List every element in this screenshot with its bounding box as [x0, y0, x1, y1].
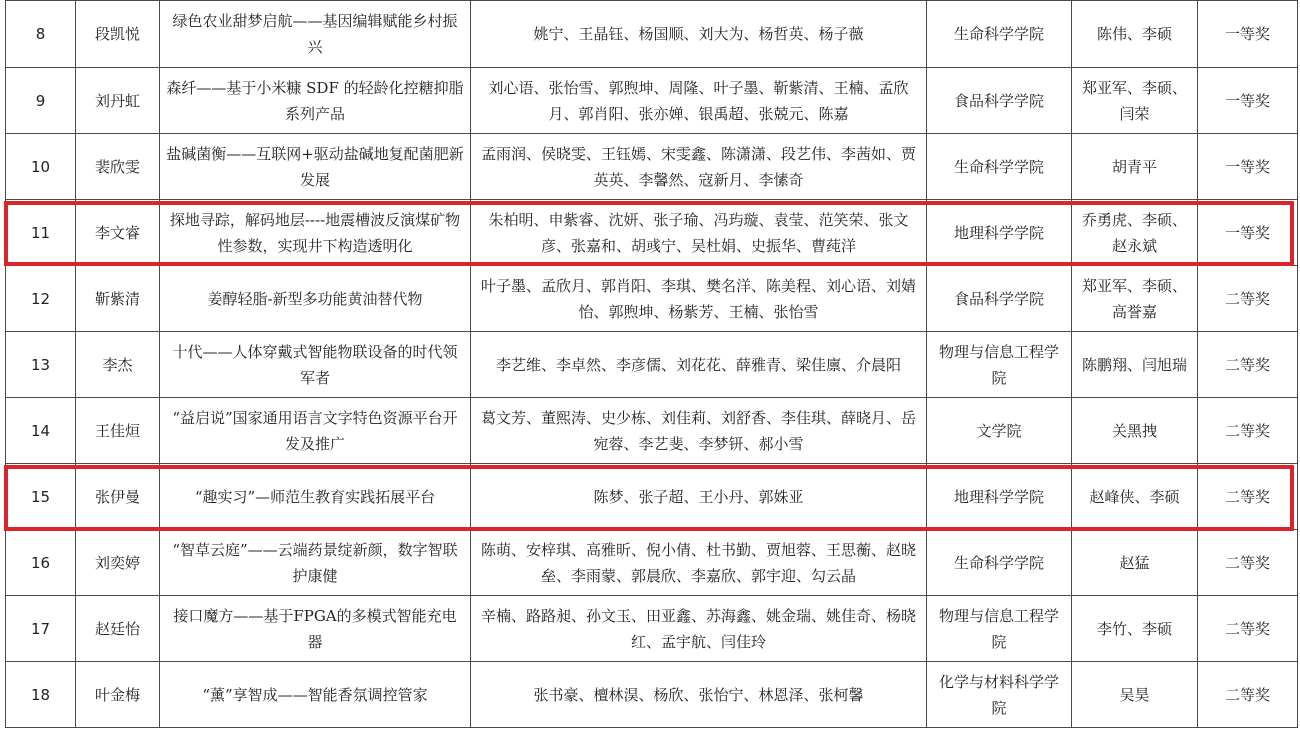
table-row	[6, 200, 1298, 266]
table-row	[6, 662, 1298, 728]
advisors-cell: 胡青平	[1072, 134, 1198, 200]
table-row	[6, 68, 1298, 134]
project-name-cell: 姜醇轻脂-新型多功能黄油替代物	[160, 266, 471, 332]
row-number-cell: 17	[6, 596, 76, 662]
team-members-cell: 张书豪、檀林淏、杨欣、张怡宁、林恩泽、张柯馨	[471, 662, 927, 728]
project-name-cell: “趣实习”—师范生教育实践拓展平台	[160, 464, 471, 530]
team-members-cell: 姚宁、王晶钰、杨国顺、刘大为、杨哲英、杨子薇	[471, 1, 927, 68]
team-members-cell: 葛文芳、董熙涛、史少栋、刘佳莉、刘舒香、李佳琪、薛晓月、岳宛蓉、李艺斐、李梦钘、郝小雪	[471, 398, 927, 464]
college-cell: 化学与材料科学学院	[927, 662, 1072, 728]
award-level-cell: 一等奖	[1198, 1, 1298, 68]
college-cell: 文学院	[927, 398, 1072, 464]
awards-table	[5, 0, 1298, 728]
project-name-cell: “智草云庭”——云端药景绽新颜，数字智联护康健	[160, 530, 471, 596]
award-level-cell: 二等奖	[1198, 266, 1298, 332]
table-row	[6, 266, 1298, 332]
project-name-cell: 接口魔方——基于FPGA的多模式智能充电器	[160, 596, 471, 662]
advisors-cell: 吴昊	[1072, 662, 1198, 728]
award-level-cell: 二等奖	[1198, 464, 1298, 530]
college-cell: 物理与信息工程学院	[927, 596, 1072, 662]
row-number-cell: 8	[6, 1, 76, 68]
row-number-cell: 11	[6, 200, 76, 266]
advisors-cell: 郑亚军、李硕、闫荣	[1072, 68, 1198, 134]
award-level-cell: 一等奖	[1198, 134, 1298, 200]
college-cell: 食品科学学院	[927, 266, 1072, 332]
college-cell: 生命科学学院	[927, 1, 1072, 68]
advisors-cell: 陈鹏翔、闫旭瑞	[1072, 332, 1198, 398]
row-number-cell: 18	[6, 662, 76, 728]
row-number-cell: 16	[6, 530, 76, 596]
award-level-cell: 一等奖	[1198, 200, 1298, 266]
advisors-cell: 关黑拽	[1072, 398, 1198, 464]
row-number-cell: 14	[6, 398, 76, 464]
project-name-cell: 十代——人体穿戴式智能物联设备的时代领军者	[160, 332, 471, 398]
leader-name-cell: 刘奕婷	[76, 530, 160, 596]
team-members-cell: 陈萌、安梓琪、高雅昕、倪小倩、杜书勤、贾旭蓉、王思蘅、赵晓垒、李雨蒙、郭晨欣、李嘉欣、郭宇迎、勾云晶	[471, 530, 927, 596]
award-level-cell: 二等奖	[1198, 398, 1298, 464]
award-level-cell: 一等奖	[1198, 68, 1298, 134]
advisors-cell: 赵猛	[1072, 530, 1198, 596]
table-row	[6, 464, 1298, 530]
project-name-cell: “薰”享智成——智能香氛调控管家	[160, 662, 471, 728]
advisors-cell: 陈伟、李硕	[1072, 1, 1198, 68]
project-name-cell: 探地寻踪，解码地层----地震槽波反演煤矿物性参数，实现井下构造透明化	[160, 200, 471, 266]
project-name-cell: 绿色农业甜梦启航——基因编辑赋能乡村振兴	[160, 1, 471, 68]
project-name-cell: 森纤——基于小米糠 SDF 的轻龄化控糖抑脂系列产品	[160, 68, 471, 134]
awards-table-body	[6, 1, 1298, 728]
row-number-cell: 9	[6, 68, 76, 134]
advisors-cell: 赵峰侠、李硕	[1072, 464, 1198, 530]
leader-name-cell: 刘丹虹	[76, 68, 160, 134]
advisors-cell: 郑亚军、李硕、高誉嘉	[1072, 266, 1198, 332]
team-members-cell: 叶子墨、孟欣月、郭肖阳、李琪、樊名洋、陈美程、刘心语、刘婧怡、郭煦坤、杨紫芳、王楠、张怡雪	[471, 266, 927, 332]
table-row	[6, 596, 1298, 662]
college-cell: 生命科学学院	[927, 134, 1072, 200]
team-members-cell: 孟雨润、侯晓雯、王钰嫣、宋雯鑫、陈潇潇、段艺伟、李茜如、贾英英、李馨然、寇新月、李愫奇	[471, 134, 927, 200]
team-members-cell: 朱柏明、申紫睿、沈妍、张子瑜、冯玙璇、袁莹、范笑荣、张文彦、张嘉和、胡彧宁、吴杜娟、史振华、曹莼洋	[471, 200, 927, 266]
leader-name-cell: 叶金梅	[76, 662, 160, 728]
advisors-cell: 乔勇虎、李硕、赵永斌	[1072, 200, 1198, 266]
award-level-cell: 二等奖	[1198, 530, 1298, 596]
table-row	[6, 332, 1298, 398]
project-name-cell: “益启说”国家通用语言文字特色资源平台开发及推广	[160, 398, 471, 464]
row-number-cell: 10	[6, 134, 76, 200]
team-members-cell: 李艺维、李卓然、李彦儒、刘花花、薛雅青、梁佳廪、介晨阳	[471, 332, 927, 398]
college-cell: 物理与信息工程学院	[927, 332, 1072, 398]
leader-name-cell: 张伊曼	[76, 464, 160, 530]
leader-name-cell: 李文睿	[76, 200, 160, 266]
advisors-cell: 李竹、李硕	[1072, 596, 1198, 662]
team-members-cell: 辛楠、路路昶、孙文玉、田亚鑫、苏海鑫、姚金瑞、姚佳奇、杨晓红、孟宇航、闫佳玲	[471, 596, 927, 662]
table-row	[6, 1, 1298, 68]
college-cell: 食品科学学院	[927, 68, 1072, 134]
leader-name-cell: 赵廷怡	[76, 596, 160, 662]
project-name-cell: 盐碱菌衡——互联网+驱动盐碱地复配菌肥新发展	[160, 134, 471, 200]
leader-name-cell: 段凯悦	[76, 1, 160, 68]
leader-name-cell: 裴欣雯	[76, 134, 160, 200]
award-level-cell: 二等奖	[1198, 332, 1298, 398]
team-members-cell: 陈梦、张子超、王小丹、郭姝亚	[471, 464, 927, 530]
table-row	[6, 134, 1298, 200]
row-number-cell: 12	[6, 266, 76, 332]
award-level-cell: 二等奖	[1198, 596, 1298, 662]
leader-name-cell: 李杰	[76, 332, 160, 398]
leader-name-cell: 靳紫清	[76, 266, 160, 332]
table-row	[6, 530, 1298, 596]
college-cell: 生命科学学院	[927, 530, 1072, 596]
leader-name-cell: 王佳烜	[76, 398, 160, 464]
row-number-cell: 13	[6, 332, 76, 398]
table-row	[6, 398, 1298, 464]
college-cell: 地理科学学院	[927, 464, 1072, 530]
award-level-cell: 二等奖	[1198, 662, 1298, 728]
row-number-cell: 15	[6, 464, 76, 530]
college-cell: 地理科学学院	[927, 200, 1072, 266]
team-members-cell: 刘心语、张怡雪、郭煦坤、周隆、叶子墨、靳紫清、王楠、孟欣月、郭肖阳、张亦婵、银禹超、张兢元、陈嘉	[471, 68, 927, 134]
